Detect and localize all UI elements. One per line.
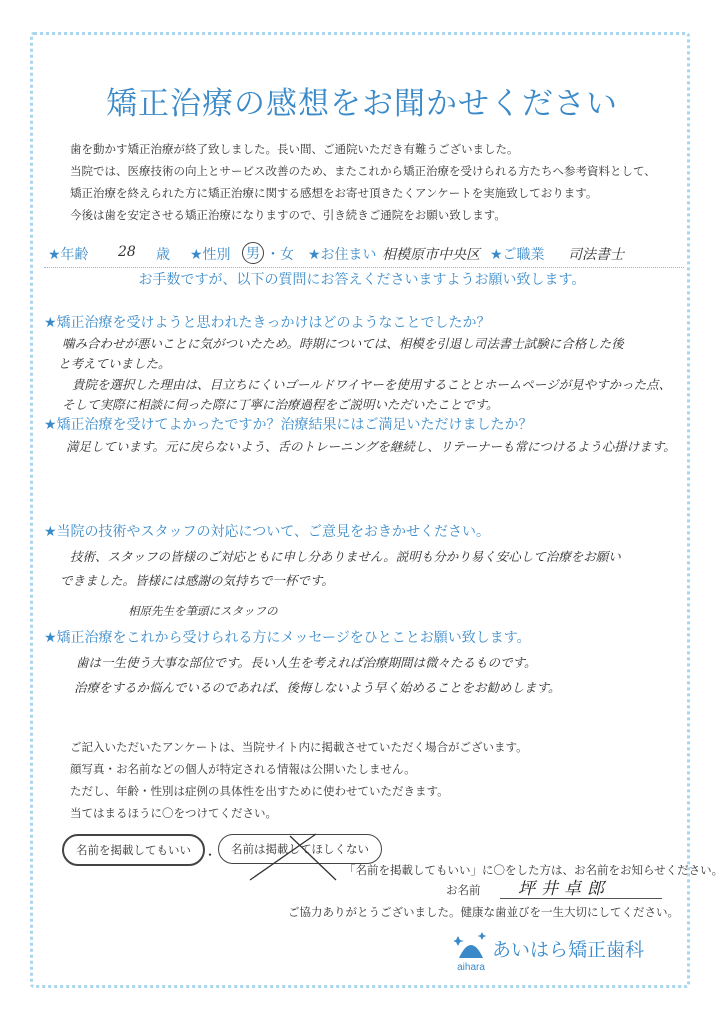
- question-4: ★矯正治療をこれから受けられる方にメッセージをひとことお願い致します。: [44, 630, 531, 646]
- age-unit: 歳: [156, 247, 170, 263]
- age-value: 28: [118, 244, 136, 260]
- intro-text: [70, 138, 680, 226]
- age-label: ★年齢: [48, 247, 89, 263]
- job-label: ★ご職業: [490, 247, 545, 263]
- answer-4-line: 歯は一生使う大事な部位です。長い人生を考えれば治療期間は微々たるものです。: [76, 655, 537, 670]
- answer-4-line: 治療をするか悩んでいるのであれば、後悔しないよう早く始めることをお勧めします。: [74, 680, 561, 695]
- answer-3-insertion: 相原先生を筆頭にスタッフの: [128, 604, 278, 618]
- question-2: ★矯正治療を受けてよかったですか？治療結果にはご満足いただけましたか？: [44, 417, 533, 433]
- respondent-info: [44, 241, 684, 268]
- question-3: ★当院の技術やスタッフの対応について、ご意見をおきかせください。: [44, 524, 490, 540]
- gender-male-circled: 男: [242, 242, 264, 264]
- request-text: お手数ですが、以下の質問にお答えくださいますようお願い致します。: [138, 272, 586, 288]
- intro-line: 歯を動かす矯正治療が終了致しました。長い間、ご通院いただき有難うございました。: [70, 142, 519, 156]
- answer-3-line: できました。皆様には感謝の気持ちで一杯です。: [60, 573, 334, 588]
- note-line: ご記入いただいたアンケートは、当院サイト内に掲載させていただく場合がございます。: [70, 740, 528, 754]
- name-notice: 「名前を掲載してもいい」に〇をした方は、お名前をお知らせください。: [344, 863, 724, 877]
- gender-female: 女: [280, 247, 294, 263]
- clinic-logo-name: あいはら矯正歯科: [492, 939, 645, 961]
- name-value: 坪井卓郎: [518, 879, 610, 899]
- residence-value: 相模原市中央区: [382, 247, 480, 263]
- intro-line: 当院では、医療技術の向上とサービス改善のため、またこれから矯正治療を受けられる方たちへ参考資料として、: [70, 164, 656, 178]
- question-1: ★矯正治療を受けようと思われたきっかけはどのようなことでしたか？: [44, 315, 491, 331]
- thanks-text: ご協力ありがとうございました。健康な歯並びを一生大切にしてください。: [288, 905, 679, 919]
- publication-notes: [70, 736, 528, 824]
- gender-label: ★性別: [190, 247, 231, 263]
- residence-label: ★お住まい: [308, 247, 377, 263]
- intro-line: 今後は歯を安定させる矯正治療になりますので、引き続きご通院をお願い致します。: [70, 208, 506, 222]
- note-line: 当てはまるほうに〇をつけてください。: [70, 806, 277, 820]
- answer-1-line: 噛み合わせが悪いことに気がついたため。時期については、相模を引退し司法書士試験に合格した後: [62, 336, 624, 351]
- answer-1-line: 貴院を選択した理由は、目立ちにくいゴールドワイヤーを使用することとホームページが見やすかった点、: [72, 377, 672, 392]
- page-title: 矯正治療の感想をお聞かせください: [106, 86, 618, 122]
- option-separator: ・: [204, 848, 217, 862]
- tooth-sparkle-icon: [454, 928, 488, 974]
- answer-1-line: と考えていました。: [58, 356, 171, 371]
- note-line: ただし、年齢・性別は症例の具体性を出すために使わせていただきます。: [70, 784, 449, 798]
- job-value: 司法書士: [568, 247, 624, 263]
- option-publish-circled[interactable]: 名前を掲載してもいい: [62, 834, 205, 866]
- answer-2-line: 満足しています。元に戻らないよう、舌のトレーニングを継続し、リテーナーも常につけるよう心掛けます。: [66, 439, 676, 454]
- answer-1-line: そして実際に相談に伺った際に丁寧に治療過程をご説明いただいたことです。: [62, 397, 499, 412]
- logo-sub-text: aihara: [457, 962, 485, 973]
- name-label: お名前: [446, 883, 481, 897]
- option-no-publish[interactable]: 名前は掲載してほしくない: [218, 834, 382, 864]
- answer-3-line: 技術、スタッフの皆様のご対応ともに申し分ありません。説明も分かり易く安心して治療をお願い: [70, 549, 621, 564]
- intro-line: 矯正治療を終えられた方に矯正治療に関する感想をお寄せ頂きたくアンケートを実施致しております。: [70, 186, 598, 200]
- gender-separator: ・: [266, 247, 280, 263]
- note-line: 顔写真・お名前などの個人が特定される情報は公開いたしません。: [70, 762, 416, 776]
